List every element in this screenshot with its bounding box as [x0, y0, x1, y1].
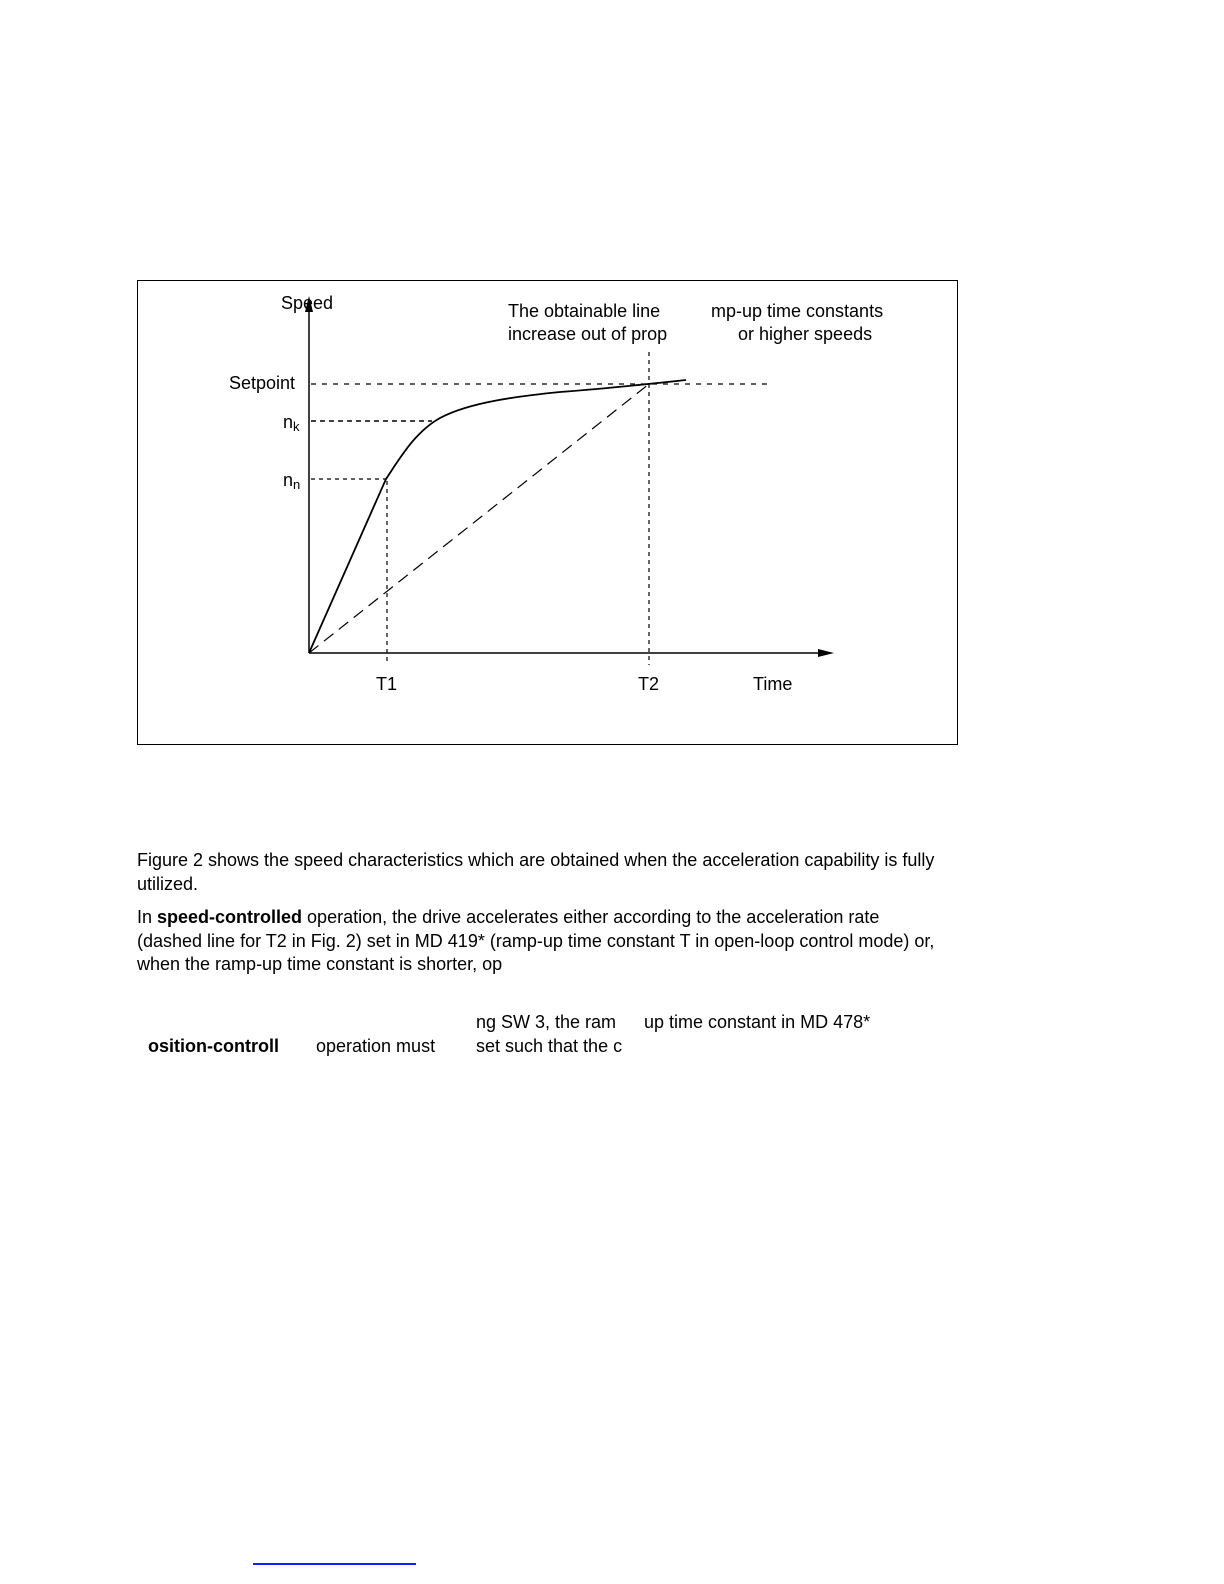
- x-axis-arrowhead: [818, 649, 834, 657]
- t1-label: T1: [376, 674, 398, 694]
- speed-controlled-term: speed-controlled: [157, 907, 303, 927]
- fragment-sw3: ng SW 3, the ram: [476, 1012, 617, 1032]
- fragment-position-controlled: osition-controll: [148, 1036, 279, 1056]
- t2-label: T2: [638, 674, 660, 694]
- y-axis-label: Speed: [281, 293, 334, 313]
- annotation-line1-a: The obtainable line: [508, 301, 661, 321]
- nn-label: $n_n$: [283, 470, 301, 492]
- setpoint-label: Setpoint: [229, 373, 296, 393]
- link-underline[interactable]: [253, 1563, 416, 1565]
- paragraph-2: In speed-controlled operation, the drive accelerates either according to the acceleration rate (dashed line for T2 in Fig. 2) set in MD 419* (ramp-up time constant T in open-loop control mode) or, when the ramp-up time constant is shorter, op: [137, 907, 935, 974]
- paragraph-speed-controlled: [137, 906, 947, 977]
- fragment-operation-must: operation must: [316, 1036, 436, 1056]
- paragraph-1: Figure 2 shows the speed characteristics which are obtained when the acceleration capability is fully utilized.: [137, 850, 935, 894]
- annotation-line2-a: increase out of prop: [508, 324, 668, 344]
- x-axis-label: Time: [753, 674, 793, 694]
- nk-label: $n_k$: [283, 412, 300, 434]
- annotation-line1-b: mp-up time constants: [711, 301, 884, 321]
- ramp-dashed-line: [309, 384, 649, 653]
- fragment-md478: up time constant in MD 478*: [644, 1012, 871, 1032]
- fragment-set-such-that: set such that the c: [476, 1036, 623, 1056]
- annotation-line2-b: or higher speeds: [738, 324, 873, 344]
- paragraph-figure-description: [137, 849, 947, 896]
